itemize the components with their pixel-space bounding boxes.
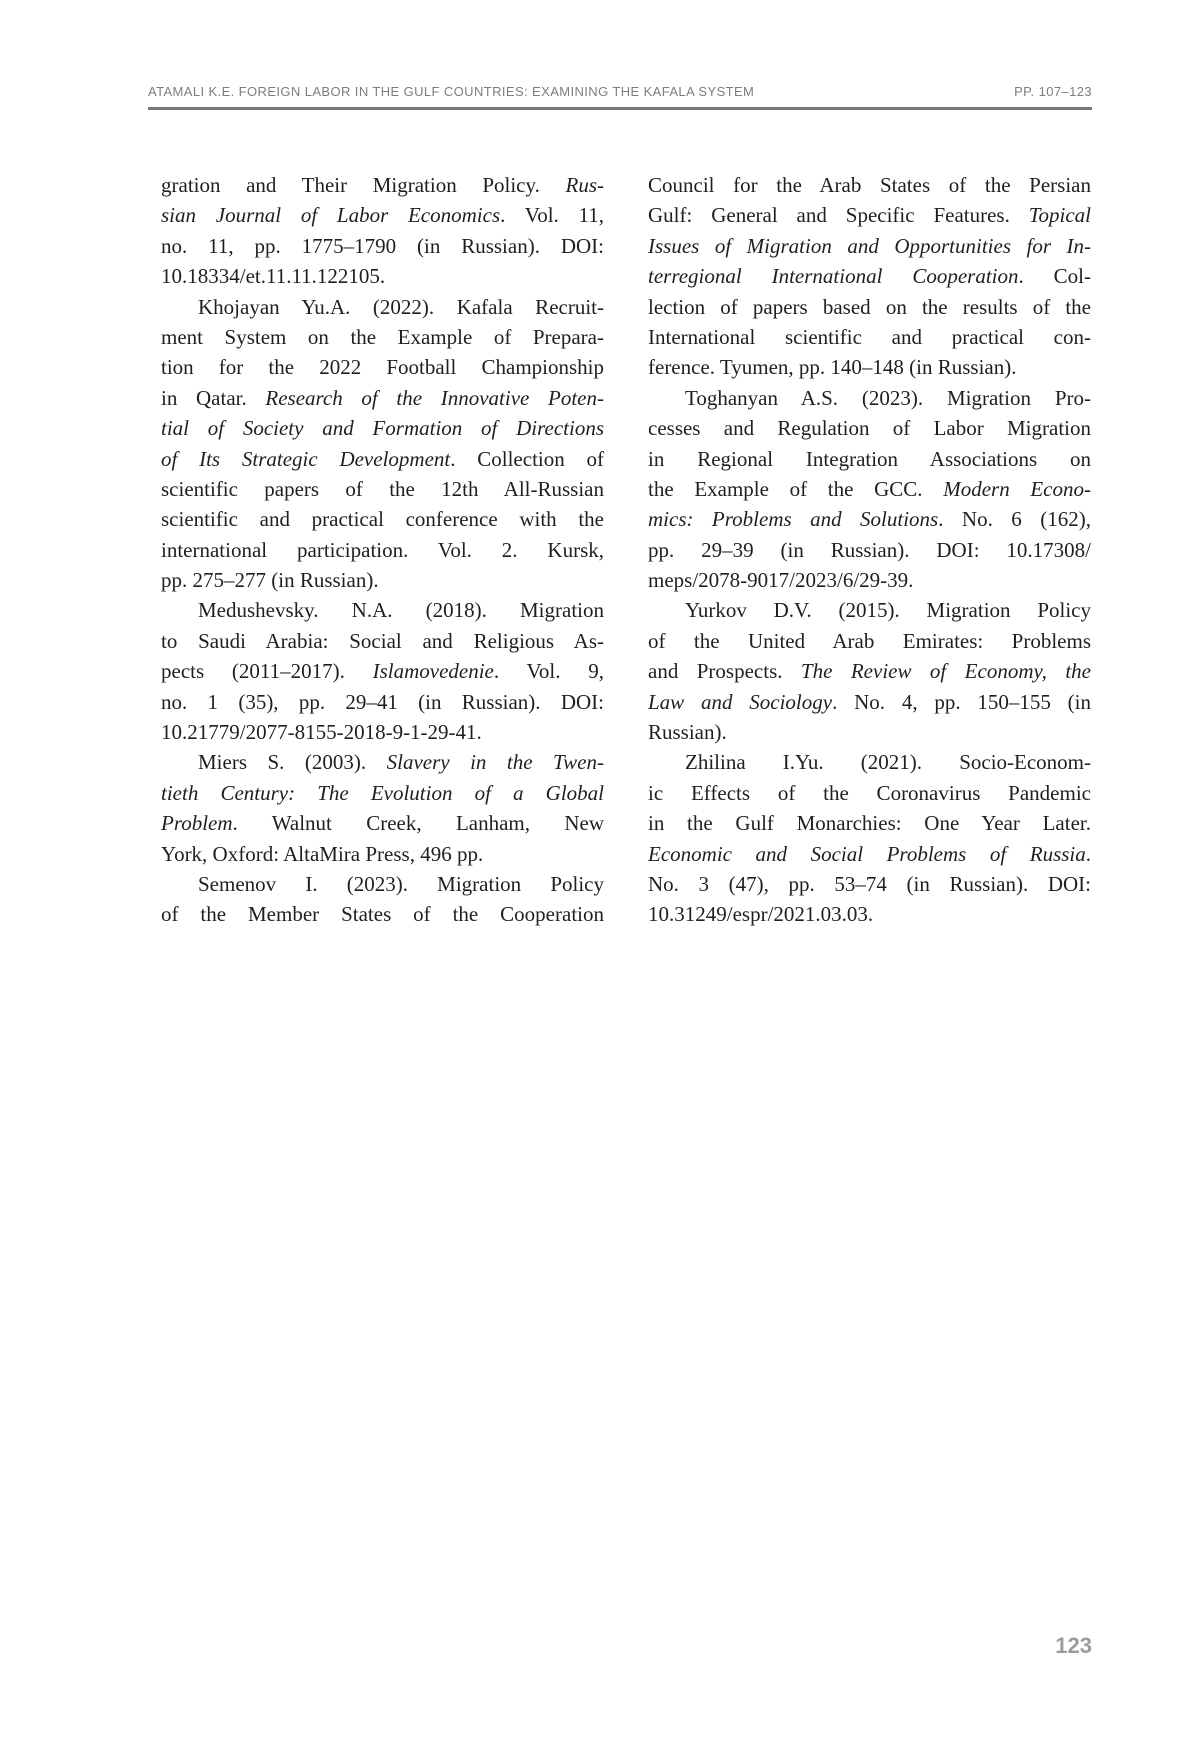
reference-line: Medushevsky. N.A. (2018). Migration — [198, 598, 604, 623]
reference-line: scientific papers of the 12th All-Russian — [161, 476, 604, 501]
reference-line: sian Journal of Labor Economics. Vol. 11, — [161, 203, 604, 228]
reference-line: Toghanyan A.S. (2023). Migration Pro- — [685, 385, 1091, 410]
reference-line: tial of Society and Formation of Directions — [161, 416, 604, 441]
reference-line: of the United Arab Emirates: Problems — [648, 628, 1091, 653]
reference-line: scientific and practical conference with the — [161, 507, 604, 532]
reference-line: 10.31249/espr/2021.03.03. — [648, 902, 874, 927]
reference-line: lection of papers based on the results of the — [648, 294, 1091, 319]
references-column-left — [161, 170, 604, 930]
reference-line: Khojayan Yu.A. (2022). Kafala Recruit- — [198, 294, 604, 319]
references-columns — [161, 170, 1091, 930]
reference-line: ic Effects of the Coronavirus Pandemic — [648, 780, 1091, 805]
reference-line: Problem. Walnut Creek, Lanham, New — [161, 811, 604, 836]
header-rule-divider — [148, 107, 1092, 110]
reference-line: ference. Tyumen, pp. 140–148 (in Russian). — [648, 355, 1017, 380]
reference-line: 10.18334/et.11.11.122105. — [161, 264, 386, 289]
reference-line: ment System on the Example of Prepara- — [161, 324, 604, 349]
running-header — [148, 84, 1092, 99]
reference-line: and Prospects. The Review of Economy, the — [648, 659, 1091, 684]
reference-line: Zhilina I.Yu. (2021). Socio-Econom- — [685, 750, 1091, 775]
reference-line: Council for the Arab States of the Persian — [648, 173, 1091, 197]
reference-line: the Example of the GCC. Modern Econo- — [648, 476, 1091, 501]
reference-line: International scientific and practical con- — [648, 324, 1091, 349]
reference-line: York, Oxford: AltaMira Press, 496 pp. — [161, 841, 484, 866]
reference-line: pp. 29–39 (in Russian). DOI: 10.17308/ — [648, 537, 1091, 562]
reference-line: to Saudi Arabia: Social and Religious As- — [161, 628, 604, 653]
reference-line: meps/2078-9017/2023/6/29-39. — [648, 568, 914, 593]
reference-line: in Qatar. Research of the Innovative Poten- — [161, 385, 604, 410]
running-title: ATAMALI K.E. FOREIGN LABOR IN THE GULF COUNTRIES: EXAMINING THE KAFALA SYSTEM — [148, 84, 755, 99]
page-range: PP. 107–123 — [1014, 84, 1092, 99]
reference-line: in Regional Integration Associations on — [648, 446, 1091, 471]
reference-line: Law and Sociology. No. 4, pp. 150–155 (in — [648, 689, 1091, 714]
reference-line: Yurkov D.V. (2015). Migration Policy — [685, 598, 1091, 623]
reference-line: no. 11, pp. 1775–1790 (in Russian). DOI: — [161, 233, 604, 258]
page-number: 123 — [1055, 1633, 1092, 1658]
reference-line: Semenov I. (2023). Migration Policy — [198, 871, 604, 896]
reference-line: gration and Their Migration Policy. Rus- — [161, 173, 604, 197]
reference-line: of Its Strategic Development. Collection of — [161, 446, 604, 471]
reference-line: tieth Century: The Evolution of a Global — [161, 780, 604, 805]
reference-line: Miers S. (2003). Slavery in the Twen- — [198, 750, 604, 775]
reference-line: pp. 275–277 (in Russian). — [161, 568, 379, 593]
reference-line: in the Gulf Monarchies: One Year Later. — [648, 811, 1091, 836]
reference-line: of the Member States of the Cooperation — [161, 902, 604, 927]
references-column-right — [648, 170, 1091, 930]
reference-line: Gulf: General and Specific Features. Topical — [648, 203, 1091, 228]
reference-line: mics: Problems and Solutions. No. 6 (162), — [648, 507, 1091, 532]
reference-line: international participation. Vol. 2. Kursk, — [161, 537, 604, 562]
reference-line: cesses and Regulation of Labor Migration — [648, 416, 1091, 441]
reference-line: tion for the 2022 Football Championship — [161, 355, 604, 380]
reference-line: 10.21779/2077-8155-2018-9-1-29-41. — [161, 720, 482, 745]
reference-line: no. 1 (35), pp. 29–41 (in Russian). DOI: — [161, 689, 604, 714]
reference-line: Russian). — [648, 720, 727, 745]
reference-line: Economic and Social Problems of Russia. — [648, 841, 1091, 866]
reference-line: pects (2011–2017). Islamovedenie. Vol. 9, — [161, 659, 604, 684]
reference-line: No. 3 (47), pp. 53–74 (in Russian). DOI: — [648, 871, 1091, 896]
reference-line: Issues of Migration and Opportunities for In- — [648, 233, 1091, 258]
reference-line: terregional International Cooperation. Col- — [648, 264, 1091, 289]
